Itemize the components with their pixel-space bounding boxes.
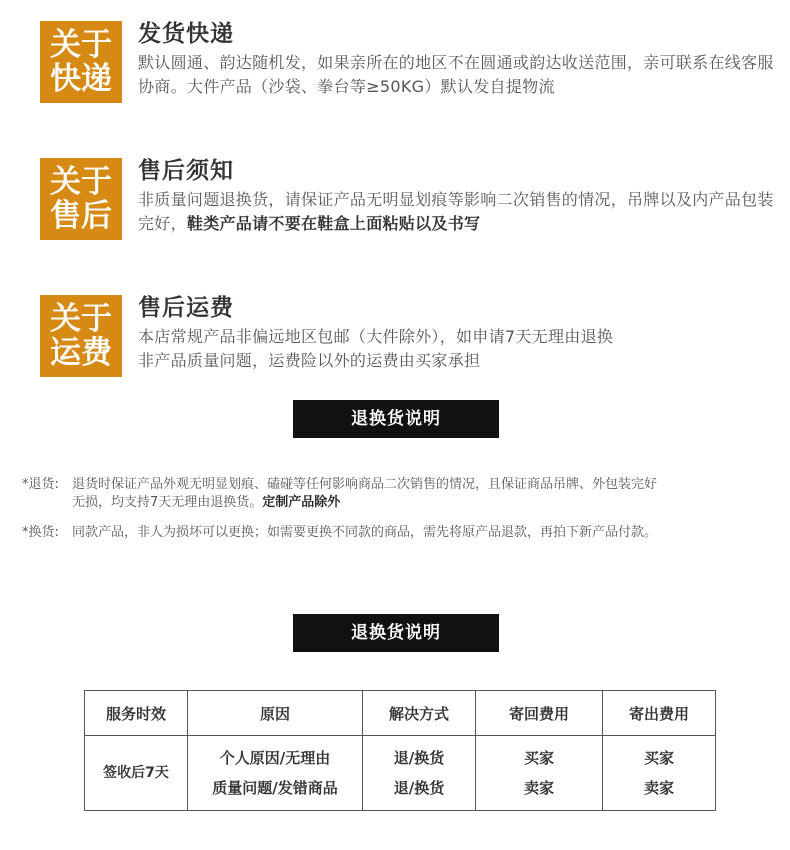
badge-shipping — [40, 21, 122, 103]
note-strong: 定制产品除外 — [262, 495, 341, 510]
service-table — [84, 690, 716, 811]
badge-line: 关于 — [50, 164, 112, 200]
section-text-body: 非质量问题退换货，请保证产品无明显划痕等影响二次销售的情况，吊牌以及内产品包装完好， — [138, 190, 774, 233]
cell-line: 卖家 — [523, 779, 554, 797]
table-header: 寄出费用 — [603, 691, 716, 736]
cell-line: 个人原因/无理由 — [219, 749, 331, 767]
badge-line: 售后 — [50, 198, 112, 234]
badge-line: 关于 — [50, 27, 112, 63]
cell-line: 退/换货 — [393, 749, 445, 767]
section-text-strong: 鞋类产品请不要在鞋盒上面粘贴以及书写 — [186, 214, 481, 233]
section-title: 发货快递 — [138, 21, 234, 47]
badge-freight — [40, 295, 122, 377]
table-cell-period: 签收后7天 — [85, 736, 188, 811]
return-policy-banner-2: 退换货说明 — [293, 614, 499, 652]
table-cell-send-fee — [603, 736, 716, 811]
badge-line: 关于 — [50, 301, 112, 337]
section-title: 售后运费 — [138, 295, 234, 321]
section-text-line: 本店常规产品非偏远地区包邮（大件除外），如申请7天无理由退换 — [138, 327, 614, 346]
section-text — [138, 188, 778, 236]
section-text — [138, 325, 778, 373]
return-policy-banner: 退换货说明 — [293, 400, 499, 438]
cell-line: 卖家 — [643, 779, 674, 797]
cell-line: 买家 — [643, 749, 674, 767]
badge-aftersale — [40, 158, 122, 240]
note-text: 同款产品，非人为损坏可以更换；如需要更换不同款的商品，需先将原产品退款，再拍下新产品付款。 — [72, 525, 658, 540]
table-cell-solution — [363, 736, 476, 811]
cell-line: 质量问题/发错商品 — [212, 779, 338, 797]
section-text-line: 非产品质量问题，运费险以外的运费由买家承担 — [138, 351, 481, 370]
badge-line: 运费 — [50, 335, 112, 371]
return-note — [22, 476, 772, 512]
note-text: 无损，均支持7天无理由退换货。 — [72, 495, 263, 510]
badge-line: 快递 — [50, 61, 112, 97]
note-label: *换货: — [22, 525, 59, 540]
note-label: *退货: — [22, 477, 59, 492]
table-header: 寄回费用 — [476, 691, 603, 736]
table-header: 服务时效 — [85, 691, 188, 736]
table-cell-return-fee — [476, 736, 603, 811]
note-text: 退货时保证产品外观无明显划痕、磕碰等任何影响商品二次销售的情况，且保证商品吊牌、外包装完好 — [72, 477, 658, 492]
section-title: 售后须知 — [138, 158, 234, 184]
table-cell-reason — [188, 736, 363, 811]
table-header: 原因 — [188, 691, 363, 736]
table-header: 解决方式 — [363, 691, 476, 736]
table-header-row — [85, 691, 716, 736]
table-row — [85, 736, 716, 811]
exchange-note — [22, 524, 772, 542]
cell-line: 退/换货 — [393, 779, 445, 797]
section-text: 默认圆通、韵达随机发，如果亲所在的地区不在圆通或韵达收送范围，亲可联系在线客服协商。大件产品（沙袋、拳台等≥50KG）默认发自提物流 — [138, 53, 774, 96]
cell-line: 买家 — [523, 749, 554, 767]
